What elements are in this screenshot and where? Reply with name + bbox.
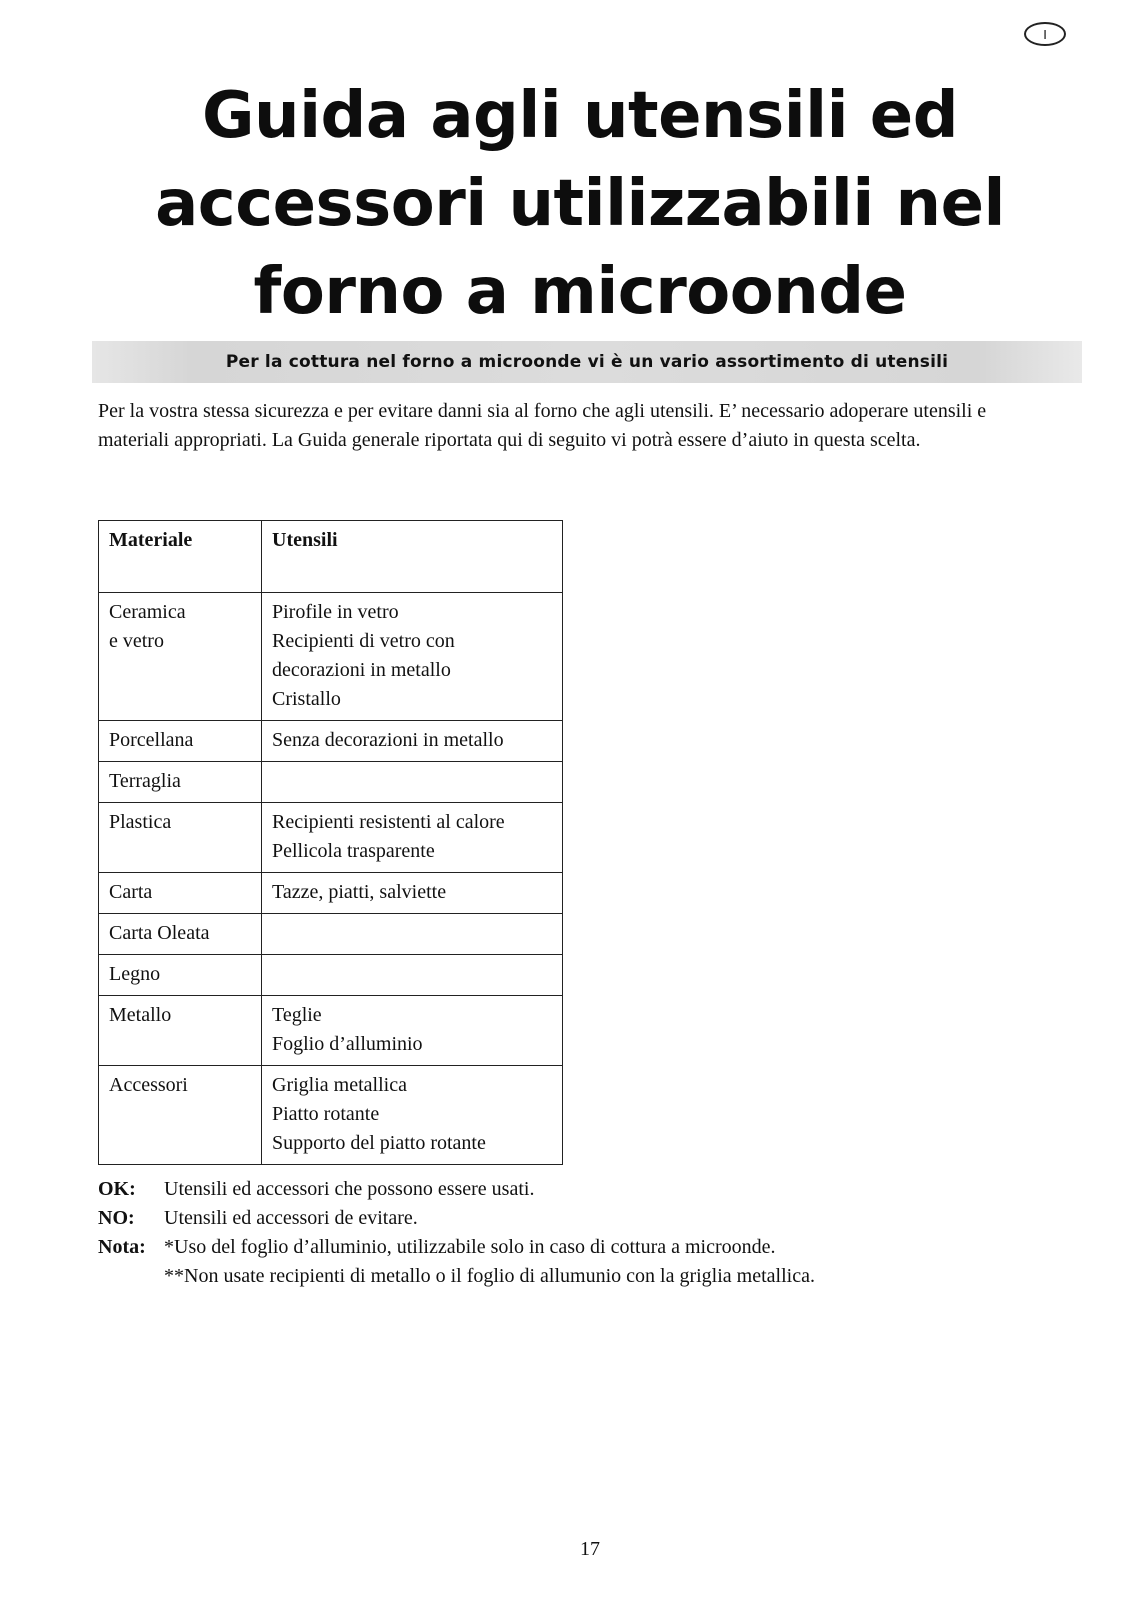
utensil-line: decorazioni in metallo	[272, 659, 451, 681]
legend-key: OK:	[98, 1178, 136, 1200]
utensil-line: Pirofile in vetro	[272, 601, 399, 623]
material-cell	[99, 914, 262, 955]
subtitle-band	[92, 341, 1082, 383]
utensil-line: Supporto del piatto rotante	[272, 1132, 486, 1154]
legend-text	[164, 1233, 1058, 1291]
material-line: Carta Oleata	[109, 922, 210, 944]
utensils-cell	[262, 593, 563, 721]
utensil-line: Foglio d’alluminio	[272, 1033, 423, 1055]
table-header-row	[99, 521, 563, 593]
material-cell	[99, 955, 262, 996]
material-line: Plastica	[109, 811, 172, 833]
utensils-cell	[262, 873, 563, 914]
utensil-line: Tazze, piatti, salviette	[272, 881, 447, 903]
header-utensili: Utensili	[262, 521, 563, 593]
utensil-line: Senza decorazioni in metallo	[272, 729, 504, 751]
material-cell	[99, 721, 262, 762]
utensil-line: Teglie	[272, 1004, 322, 1026]
table-row	[99, 955, 563, 996]
header-materiale: Materiale	[99, 521, 262, 593]
material-line: Porcellana	[109, 729, 194, 751]
legend-row	[98, 1204, 1058, 1233]
legend-text	[164, 1175, 1058, 1204]
table-row	[99, 593, 563, 721]
material-cell	[99, 593, 262, 721]
material-cell	[99, 873, 262, 914]
material-cell	[99, 762, 262, 803]
table-row	[99, 762, 563, 803]
legend-text	[164, 1204, 1058, 1233]
legend-key: Nota:	[98, 1236, 146, 1258]
legend-row	[98, 1175, 1058, 1204]
material-line: e vetro	[109, 630, 164, 652]
material-line: Accessori	[109, 1074, 188, 1096]
material-line: Ceramica	[109, 601, 186, 623]
utensil-line: Recipienti resistenti al calore	[272, 811, 505, 833]
utensil-line: Griglia metallica	[272, 1074, 407, 1096]
subtitle: Per la cottura nel forno a microonde vi è un vario assortimento di utensili	[225, 352, 949, 372]
title-line: forno a microonde	[253, 255, 907, 329]
utensils-cell	[262, 721, 563, 762]
legend	[98, 1175, 1058, 1291]
utensils-cell	[262, 1066, 563, 1165]
utensils-cell	[262, 914, 563, 955]
table-row	[99, 721, 563, 762]
legend-line: *Uso del foglio d’alluminio, utilizzabile solo in caso di cottura a microonde.	[164, 1236, 776, 1258]
utensils-cell	[262, 996, 563, 1066]
table-row	[99, 873, 563, 914]
material-cell	[99, 803, 262, 873]
table-row	[99, 996, 563, 1066]
utensils-cell	[262, 762, 563, 803]
legend-row	[98, 1233, 1058, 1291]
page-title	[80, 72, 1080, 336]
table-body	[99, 593, 563, 1165]
material-line: Legno	[109, 963, 161, 985]
intro-paragraph: Per la vostra stessa sicurezza e per evitare danni sia al forno che agli utensili. E’ necessario adoperare utensili e materiali appropriati. La Guida generale riportata qui di seguito vi potrà essere d’aiuto in questa scelta.	[98, 400, 987, 451]
material-line: Metallo	[109, 1004, 172, 1026]
legend-line: Utensili ed accessori che possono essere usati.	[164, 1178, 535, 1200]
table-row	[99, 803, 563, 873]
table-row	[99, 1066, 563, 1165]
utensils-cell	[262, 955, 563, 996]
materials-table	[98, 520, 563, 1165]
title-line: accessori utilizzabili nel	[155, 167, 1005, 241]
utensil-line: Piatto rotante	[272, 1103, 380, 1125]
utensils-cell	[262, 803, 563, 873]
utensil-line: Recipienti di vetro con	[272, 630, 455, 652]
material-cell	[99, 996, 262, 1066]
utensil-line: Cristallo	[272, 688, 341, 710]
legend-key: NO:	[98, 1207, 135, 1229]
table-row	[99, 914, 563, 955]
language-badge: I	[1024, 22, 1066, 46]
material-cell	[99, 1066, 262, 1165]
material-line: Terraglia	[109, 770, 181, 792]
legend-line: **Non usate recipienti di metallo o il foglio di allumunio con la griglia metallica.	[164, 1265, 815, 1287]
page-number: 17	[580, 1538, 600, 1560]
legend-line: Utensili ed accessori de evitare.	[164, 1207, 418, 1229]
material-line: Carta	[109, 881, 153, 903]
title-line: Guida agli utensili ed	[202, 79, 958, 153]
utensil-line: Pellicola trasparente	[272, 840, 435, 862]
